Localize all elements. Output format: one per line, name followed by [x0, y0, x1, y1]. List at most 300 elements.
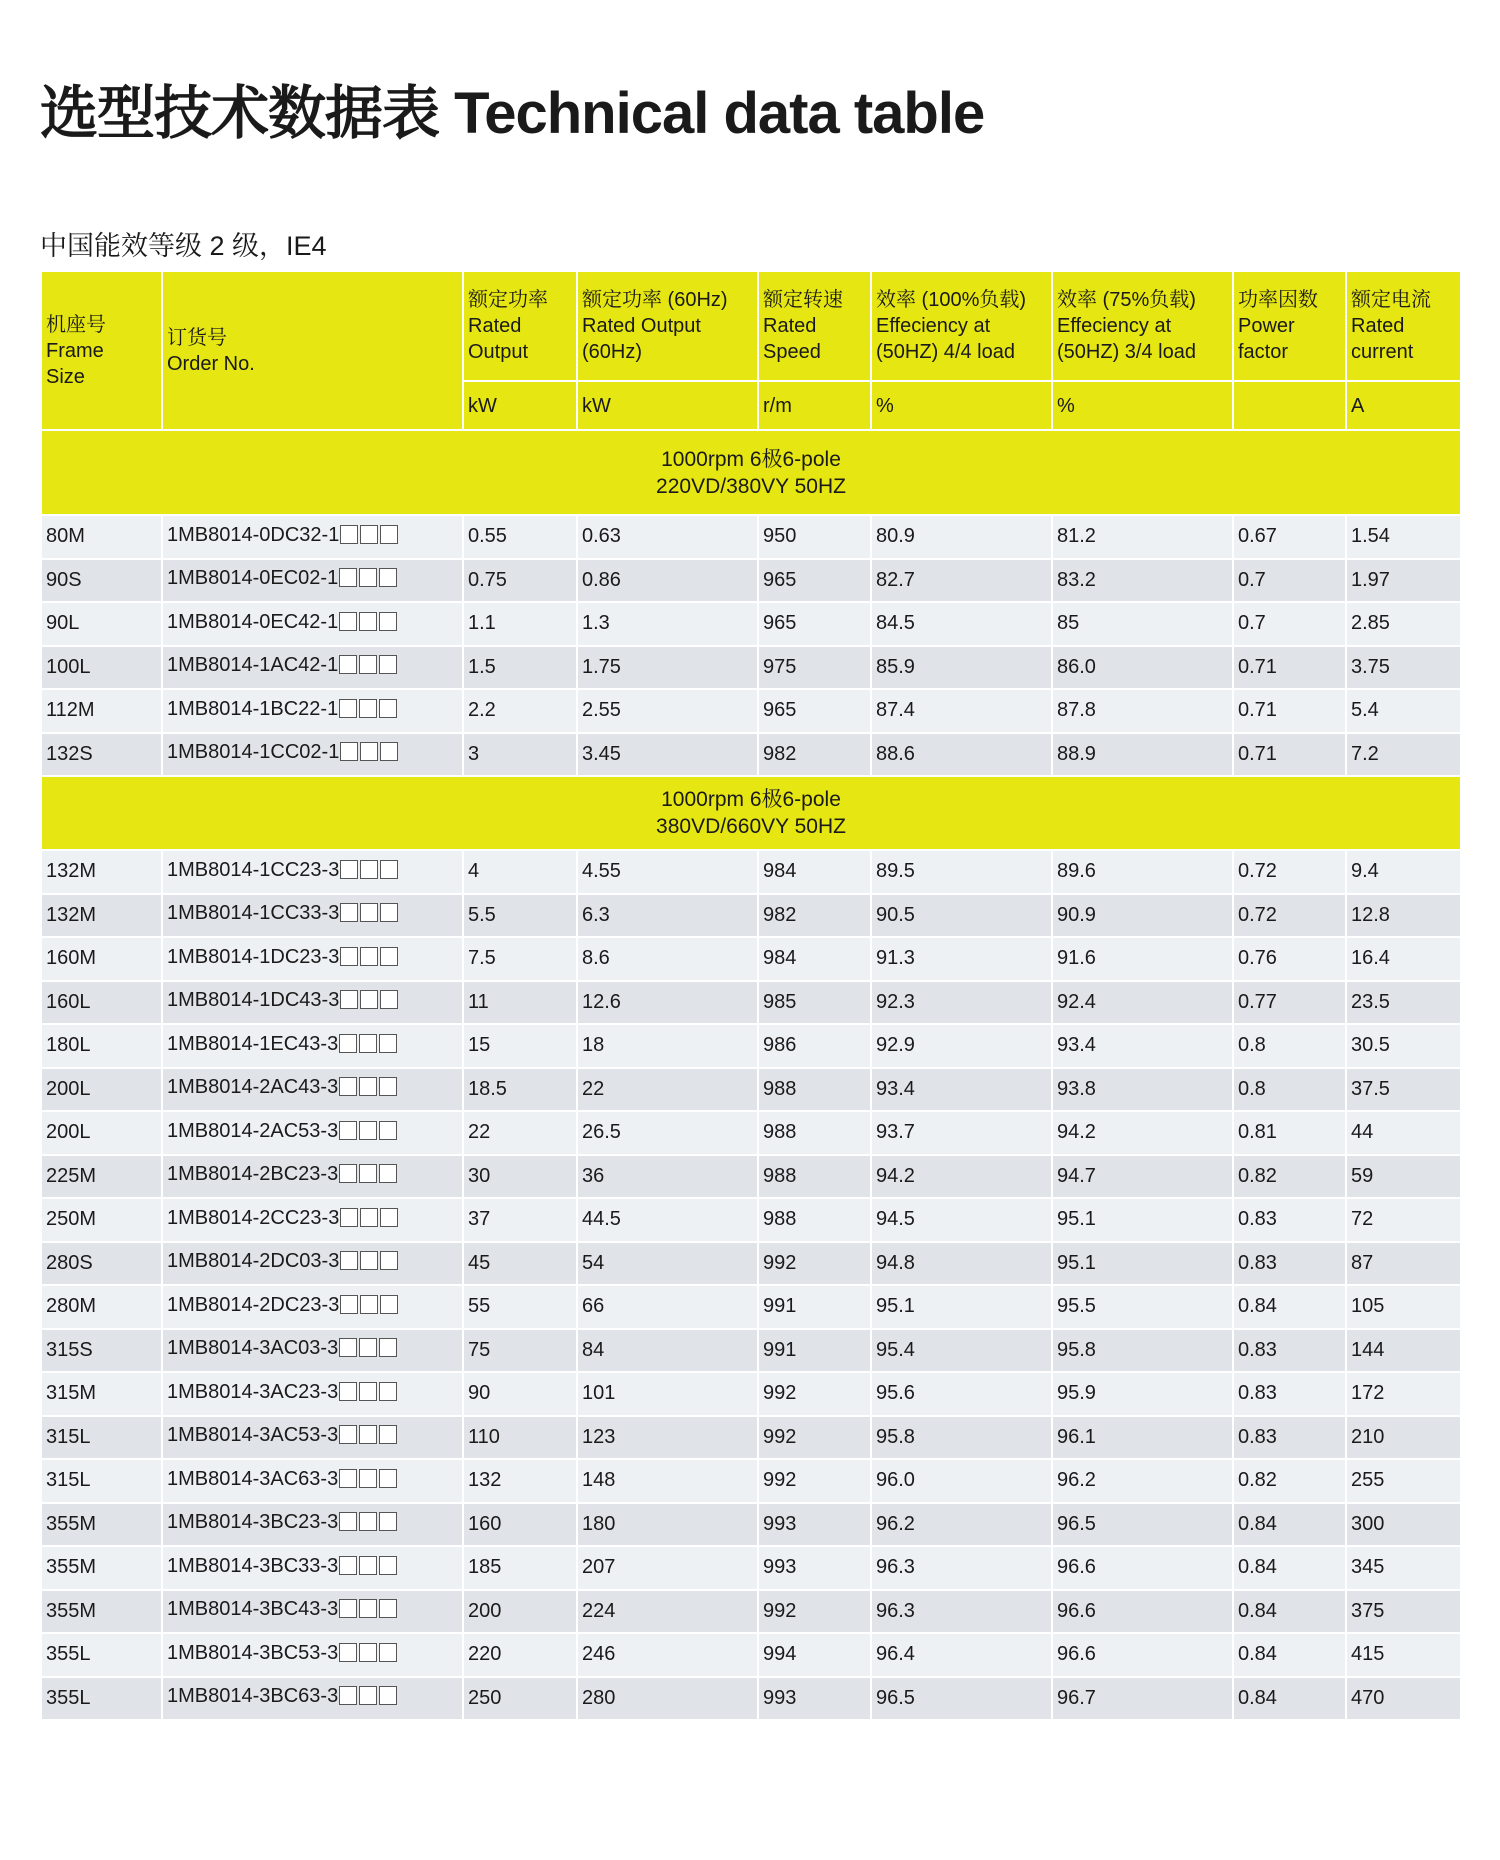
frame-size-value: 112M — [46, 699, 95, 722]
order-no-value: 1MB8014-3BC43-3 — [167, 1598, 339, 1621]
cell-efficiency-75 — [1052, 515, 1233, 559]
cell-efficiency-100 — [871, 602, 1052, 646]
efficiency-100-value: 96.5 — [876, 1686, 915, 1709]
placeholder-box-icon — [359, 1686, 377, 1705]
power-factor-value: 0.67 — [1238, 525, 1277, 548]
rated-speed-value: 986 — [763, 1034, 797, 1057]
rated-current-value: 59 — [1351, 1164, 1374, 1187]
rated-output-60hz-value: 8.6 — [582, 947, 610, 970]
placeholder-box-icon — [379, 1425, 397, 1444]
cell-power-factor — [1233, 1416, 1346, 1460]
rated-output-value: 7.5 — [468, 947, 496, 970]
cell-power-factor — [1233, 937, 1346, 981]
cell-power-factor — [1233, 1372, 1346, 1416]
option-placeholder-boxes-icon — [339, 1121, 399, 1146]
cell-efficiency-100 — [871, 689, 1052, 733]
header-frame-size — [41, 271, 162, 430]
cell-power-factor — [1233, 515, 1346, 559]
table-row — [41, 1155, 1461, 1199]
rated-speed-value: 982 — [763, 903, 797, 926]
cell-power-factor — [1233, 1459, 1346, 1503]
efficiency-100-value: 94.2 — [876, 1164, 915, 1187]
placeholder-box-icon — [380, 860, 398, 879]
rated-current-value: 300 — [1351, 1512, 1385, 1535]
rated-speed-value: 985 — [763, 990, 797, 1013]
table-row — [41, 1285, 1461, 1329]
placeholder-box-icon — [339, 1556, 357, 1575]
frame-size-value: 315S — [46, 1338, 93, 1361]
rated-speed-value: 993 — [763, 1556, 797, 1579]
placeholder-box-icon — [360, 947, 378, 966]
cell-order-no — [162, 850, 463, 894]
cell-rated-current — [1346, 515, 1461, 559]
cell-rated-output — [463, 689, 577, 733]
cell-efficiency-100 — [871, 1459, 1052, 1503]
rated-output-value: 220 — [468, 1643, 502, 1666]
table-row — [41, 1633, 1461, 1677]
cell-rated-output-60hz — [577, 850, 758, 894]
rated-output-60hz-value: 148 — [582, 1469, 616, 1492]
efficiency-100-value: 95.8 — [876, 1425, 915, 1448]
table-row — [41, 602, 1461, 646]
efficiency-75-value: 94.2 — [1057, 1121, 1096, 1144]
section-header — [41, 776, 1461, 850]
power-factor-value: 0.8 — [1238, 1077, 1266, 1100]
placeholder-box-icon — [379, 1556, 397, 1575]
cell-frame-size — [41, 850, 162, 894]
cell-frame-size — [41, 1155, 162, 1199]
cell-rated-output — [463, 602, 577, 646]
cell-efficiency-75 — [1052, 1633, 1233, 1677]
rated-current-value: 470 — [1351, 1686, 1385, 1709]
cell-order-no — [162, 515, 463, 559]
cell-rated-speed — [758, 937, 871, 981]
cell-efficiency-100 — [871, 1198, 1052, 1242]
order-no-value: 1MB8014-1DC23-3 — [167, 945, 340, 968]
order-no-value: 1MB8014-0DC32-1 — [167, 523, 340, 546]
cell-efficiency-75 — [1052, 937, 1233, 981]
frame-size-value: 100L — [46, 655, 91, 678]
rated-current-value: 172 — [1351, 1382, 1385, 1405]
section-speed-poles: 1000rpm 6极6-pole — [661, 447, 841, 471]
cell-rated-speed — [758, 1590, 871, 1634]
frame-size-value: 80M — [46, 525, 85, 548]
cell-order-no — [162, 1503, 463, 1547]
cell-order-no — [162, 1677, 463, 1721]
rated-output-60hz-value: 66 — [582, 1295, 605, 1318]
rated-output-60hz-value: 101 — [582, 1382, 616, 1405]
cell-rated-output-60hz — [577, 1503, 758, 1547]
header-efficiency-100 — [871, 271, 1052, 381]
order-no-value: 1MB8014-3AC03-3 — [167, 1337, 339, 1360]
efficiency-75-value: 95.1 — [1057, 1251, 1096, 1274]
cell-rated-output — [463, 733, 577, 777]
rated-speed-value: 965 — [763, 699, 797, 722]
cell-rated-speed — [758, 1329, 871, 1373]
cell-rated-current — [1346, 689, 1461, 733]
rated-output-value: 30 — [468, 1164, 491, 1187]
section-speed-poles: 1000rpm 6极6-pole — [661, 788, 841, 811]
placeholder-box-icon — [379, 1121, 397, 1140]
rated-speed-value: 982 — [763, 742, 797, 765]
cell-rated-current — [1346, 646, 1461, 690]
cell-efficiency-75 — [1052, 1503, 1233, 1547]
cell-efficiency-100 — [871, 559, 1052, 603]
cell-order-no — [162, 1416, 463, 1460]
placeholder-box-icon — [340, 1251, 358, 1270]
header-power-factor-en2: factor — [1238, 341, 1289, 363]
cell-rated-speed — [758, 981, 871, 1025]
cell-frame-size — [41, 1677, 162, 1721]
header-power-factor — [1233, 271, 1346, 381]
cell-frame-size — [41, 1459, 162, 1503]
table-row — [41, 1111, 1461, 1155]
unit-power-factor — [1233, 381, 1346, 430]
frame-size-value: 280M — [46, 1295, 97, 1318]
cell-rated-current — [1346, 1242, 1461, 1286]
efficiency-100-value: 89.5 — [876, 860, 915, 883]
table-row — [41, 981, 1461, 1025]
cell-efficiency-75 — [1052, 1198, 1233, 1242]
power-factor-value: 0.7 — [1238, 612, 1266, 635]
efficiency-100-value: 87.4 — [876, 699, 915, 722]
header-efficiency-75-en1: Effeciency at — [1057, 315, 1172, 337]
option-placeholder-boxes-icon — [339, 1599, 399, 1624]
rated-output-60hz-value: 207 — [582, 1556, 616, 1579]
cell-order-no — [162, 981, 463, 1025]
cell-power-factor — [1233, 646, 1346, 690]
cell-frame-size — [41, 937, 162, 981]
placeholder-box-icon — [359, 1164, 377, 1183]
frame-size-value: 355M — [46, 1556, 97, 1579]
cell-rated-speed — [758, 1285, 871, 1329]
cell-efficiency-100 — [871, 981, 1052, 1025]
cell-rated-output-60hz — [577, 1242, 758, 1286]
header-efficiency-75-en2: (50HZ) 3/4 load — [1057, 341, 1196, 363]
cell-rated-current — [1346, 1285, 1461, 1329]
cell-frame-size — [41, 1329, 162, 1373]
cell-efficiency-100 — [871, 1416, 1052, 1460]
placeholder-box-icon — [339, 1164, 357, 1183]
cell-rated-output — [463, 1285, 577, 1329]
table-row — [41, 1459, 1461, 1503]
cell-rated-output-60hz — [577, 1677, 758, 1721]
rated-speed-value: 994 — [763, 1643, 797, 1666]
table-row — [41, 850, 1461, 894]
order-no-value: 1MB8014-1BC22-1 — [167, 697, 339, 720]
order-no-value: 1MB8014-0EC02-1 — [167, 567, 339, 590]
cell-rated-speed — [758, 1546, 871, 1590]
cell-rated-output — [463, 1155, 577, 1199]
cell-efficiency-100 — [871, 937, 1052, 981]
option-placeholder-boxes-icon — [340, 1251, 400, 1276]
placeholder-box-icon — [379, 612, 397, 631]
cell-efficiency-100 — [871, 733, 1052, 777]
efficiency-75-value: 94.7 — [1057, 1164, 1096, 1187]
table-row — [41, 1068, 1461, 1112]
cell-frame-size — [41, 1024, 162, 1068]
rated-output-60hz-value: 26.5 — [582, 1121, 621, 1144]
cell-rated-speed — [758, 1068, 871, 1112]
cell-power-factor — [1233, 1503, 1346, 1547]
rated-output-60hz-value: 3.45 — [582, 742, 621, 765]
efficiency-100-value: 95.6 — [876, 1382, 915, 1405]
efficiency-100-value: 80.9 — [876, 525, 915, 548]
cell-order-no — [162, 689, 463, 733]
rated-output-value: 55 — [468, 1295, 491, 1318]
order-no-value: 1MB8014-1CC02-1 — [167, 741, 340, 764]
table-body — [41, 430, 1461, 1720]
rated-output-60hz-value: 1.3 — [582, 612, 610, 635]
cell-power-factor — [1233, 850, 1346, 894]
cell-rated-current — [1346, 1155, 1461, 1199]
rated-output-value: 160 — [468, 1512, 502, 1535]
cell-efficiency-75 — [1052, 689, 1233, 733]
cell-rated-output — [463, 981, 577, 1025]
efficiency-100-value: 91.3 — [876, 947, 915, 970]
efficiency-75-value: 93.4 — [1057, 1034, 1096, 1057]
frame-size-value: 180L — [46, 1034, 91, 1057]
cell-rated-current — [1346, 1503, 1461, 1547]
cell-rated-output — [463, 1372, 577, 1416]
placeholder-box-icon — [339, 1382, 357, 1401]
placeholder-box-icon — [360, 525, 378, 544]
rated-current-value: 16.4 — [1351, 947, 1390, 970]
rated-output-60hz-value: 4.55 — [582, 860, 621, 883]
efficiency-100-value: 85.9 — [876, 655, 915, 678]
placeholder-box-icon — [339, 612, 357, 631]
efficiency-75-value: 95.8 — [1057, 1338, 1096, 1361]
cell-power-factor — [1233, 1111, 1346, 1155]
cell-rated-speed — [758, 515, 871, 559]
option-placeholder-boxes-icon — [340, 742, 400, 767]
placeholder-box-icon — [379, 1382, 397, 1401]
efficiency-class-subtitle: 中国能效等级 2 级，IE4 — [40, 231, 327, 261]
cell-efficiency-100 — [871, 1372, 1052, 1416]
option-placeholder-boxes-icon — [340, 947, 400, 972]
rated-output-value: 15 — [468, 1034, 491, 1057]
cell-rated-current — [1346, 894, 1461, 938]
rated-current-value: 2.85 — [1351, 612, 1390, 635]
rated-output-value: 5.5 — [468, 903, 496, 926]
placeholder-box-icon — [339, 1469, 357, 1488]
page-title: 选型技术数据表 Technical data table — [40, 81, 985, 146]
placeholder-box-icon — [359, 1034, 377, 1053]
cell-frame-size — [41, 689, 162, 733]
efficiency-100-value: 96.3 — [876, 1556, 915, 1579]
placeholder-box-icon — [380, 1251, 398, 1270]
placeholder-box-icon — [359, 655, 377, 674]
rated-output-60hz-value: 0.63 — [582, 525, 621, 548]
rated-speed-value: 984 — [763, 947, 797, 970]
cell-order-no — [162, 1111, 463, 1155]
rated-output-value: 22 — [468, 1121, 491, 1144]
cell-frame-size — [41, 1111, 162, 1155]
placeholder-box-icon — [359, 1512, 377, 1531]
power-factor-value: 0.7 — [1238, 568, 1266, 591]
rated-output-60hz-value: 22 — [582, 1077, 605, 1100]
cell-efficiency-100 — [871, 1503, 1052, 1547]
rated-current-value: 1.97 — [1351, 568, 1390, 591]
cell-order-no — [162, 1068, 463, 1112]
rated-speed-value: 993 — [763, 1686, 797, 1709]
efficiency-100-value: 96.0 — [876, 1469, 915, 1492]
placeholder-box-icon — [359, 1556, 377, 1575]
cell-efficiency-75 — [1052, 1677, 1233, 1721]
option-placeholder-boxes-icon — [340, 990, 400, 1015]
rated-speed-value: 950 — [763, 525, 797, 548]
power-factor-value: 0.84 — [1238, 1686, 1277, 1709]
placeholder-box-icon — [340, 990, 358, 1009]
cell-efficiency-75 — [1052, 733, 1233, 777]
header-rated-speed-en2: Speed — [763, 341, 821, 363]
cell-efficiency-100 — [871, 850, 1052, 894]
cell-rated-output — [463, 1633, 577, 1677]
cell-rated-output — [463, 1068, 577, 1112]
rated-current-value: 210 — [1351, 1425, 1385, 1448]
cell-rated-output-60hz — [577, 1329, 758, 1373]
cell-rated-current — [1346, 559, 1461, 603]
cell-rated-output — [463, 515, 577, 559]
placeholder-box-icon — [380, 525, 398, 544]
header-power-factor-cn: 功率因数 — [1238, 289, 1318, 311]
table-row — [41, 1024, 1461, 1068]
cell-order-no — [162, 1633, 463, 1677]
section-voltage-frequency: 380VD/660VY 50HZ — [656, 815, 846, 838]
placeholder-box-icon — [380, 947, 398, 966]
order-no-value: 1MB8014-2DC03-3 — [167, 1250, 340, 1273]
frame-size-value: 355L — [46, 1686, 91, 1709]
cell-order-no — [162, 1372, 463, 1416]
frame-size-value: 160M — [46, 947, 97, 970]
table-row — [41, 733, 1461, 777]
rated-current-value: 23.5 — [1351, 990, 1390, 1013]
efficiency-75-value: 91.6 — [1057, 947, 1096, 970]
efficiency-75-value: 85 — [1057, 612, 1080, 635]
rated-output-value: 2.2 — [468, 699, 496, 722]
cell-frame-size — [41, 1068, 162, 1112]
cell-frame-size — [41, 646, 162, 690]
power-factor-value: 0.81 — [1238, 1121, 1277, 1144]
cell-rated-output-60hz — [577, 1546, 758, 1590]
header-efficiency-100-en1: Effeciency at — [876, 315, 991, 337]
rated-output-60hz-value: 123 — [582, 1425, 616, 1448]
cell-rated-current — [1346, 1459, 1461, 1503]
header-frame-size-en1: Frame — [46, 339, 104, 362]
rated-output-60hz-value: 224 — [582, 1599, 616, 1622]
cell-power-factor — [1233, 1590, 1346, 1634]
table-row — [41, 1372, 1461, 1416]
table-row — [41, 1242, 1461, 1286]
header-rated-output-en2: Output — [468, 341, 529, 363]
rated-output-value: 4 — [468, 860, 480, 883]
power-factor-value: 0.83 — [1238, 1338, 1277, 1361]
placeholder-box-icon — [360, 1251, 378, 1270]
rated-current-value: 144 — [1351, 1338, 1385, 1361]
cell-rated-speed — [758, 1111, 871, 1155]
unit-rated-output: kW — [463, 381, 577, 430]
cell-rated-speed — [758, 1242, 871, 1286]
header-order-no-cn: 订货号 — [167, 326, 227, 349]
cell-rated-speed — [758, 1372, 871, 1416]
cell-rated-speed — [758, 1024, 871, 1068]
power-factor-value: 0.82 — [1238, 1469, 1277, 1492]
rated-current-value: 87 — [1351, 1251, 1374, 1274]
table-row — [41, 1198, 1461, 1242]
cell-efficiency-100 — [871, 1546, 1052, 1590]
header-frame-size-cn: 机座号 — [46, 313, 106, 336]
order-no-value: 1MB8014-3BC23-3 — [167, 1511, 339, 1534]
cell-rated-current — [1346, 850, 1461, 894]
power-factor-value: 0.71 — [1238, 655, 1277, 678]
efficiency-75-value: 96.1 — [1057, 1425, 1096, 1448]
option-placeholder-boxes-icon — [339, 1643, 399, 1668]
cell-order-no — [162, 602, 463, 646]
placeholder-box-icon — [379, 568, 397, 587]
rated-current-value: 44 — [1351, 1121, 1374, 1144]
cell-order-no — [162, 1024, 463, 1068]
placeholder-box-icon — [360, 903, 378, 922]
frame-size-value: 132M — [46, 903, 97, 926]
order-no-value: 1MB8014-3BC63-3 — [167, 1685, 339, 1708]
order-no-value: 1MB8014-3BC33-3 — [167, 1554, 339, 1577]
cell-power-factor — [1233, 981, 1346, 1025]
cell-order-no — [162, 1198, 463, 1242]
option-placeholder-boxes-icon — [340, 1208, 400, 1233]
placeholder-box-icon — [340, 742, 358, 761]
order-no-value: 1MB8014-3AC23-3 — [167, 1380, 339, 1403]
header-rated-output-60hz — [577, 271, 758, 381]
cell-rated-current — [1346, 1546, 1461, 1590]
cell-rated-output-60hz — [577, 1111, 758, 1155]
placeholder-box-icon — [380, 1295, 398, 1314]
rated-output-value: 1.1 — [468, 612, 496, 635]
placeholder-box-icon — [359, 612, 377, 631]
order-no-value: 1MB8014-0EC42-1 — [167, 610, 339, 633]
cell-efficiency-75 — [1052, 1372, 1233, 1416]
placeholder-box-icon — [379, 1164, 397, 1183]
rated-current-value: 7.2 — [1351, 742, 1379, 765]
cell-rated-output — [463, 646, 577, 690]
header-rated-output — [463, 271, 577, 381]
cell-rated-output-60hz — [577, 1372, 758, 1416]
order-no-value: 1MB8014-2DC23-3 — [167, 1293, 340, 1316]
order-no-value: 1MB8014-3AC63-3 — [167, 1467, 339, 1490]
cell-efficiency-75 — [1052, 559, 1233, 603]
cell-rated-output-60hz — [577, 1285, 758, 1329]
cell-rated-output-60hz — [577, 1590, 758, 1634]
rated-current-value: 3.75 — [1351, 655, 1390, 678]
cell-power-factor — [1233, 559, 1346, 603]
cell-rated-output — [463, 1677, 577, 1721]
cell-rated-output-60hz — [577, 1068, 758, 1112]
order-no-value: 1MB8014-2CC23-3 — [167, 1206, 340, 1229]
placeholder-box-icon — [340, 903, 358, 922]
rated-output-60hz-value: 180 — [582, 1512, 616, 1535]
rated-output-60hz-value: 36 — [582, 1164, 605, 1187]
cell-rated-current — [1346, 1198, 1461, 1242]
placeholder-box-icon — [379, 699, 397, 718]
cell-power-factor — [1233, 1633, 1346, 1677]
power-factor-value: 0.83 — [1238, 1208, 1277, 1231]
header-rated-output-en1: Rated — [468, 315, 522, 337]
order-no-value: 1MB8014-1CC33-3 — [167, 902, 340, 925]
rated-output-60hz-value: 6.3 — [582, 903, 610, 926]
cell-rated-output — [463, 1198, 577, 1242]
placeholder-box-icon — [340, 525, 358, 544]
header-order-no-en: Order No. — [167, 352, 255, 375]
cell-power-factor — [1233, 1285, 1346, 1329]
